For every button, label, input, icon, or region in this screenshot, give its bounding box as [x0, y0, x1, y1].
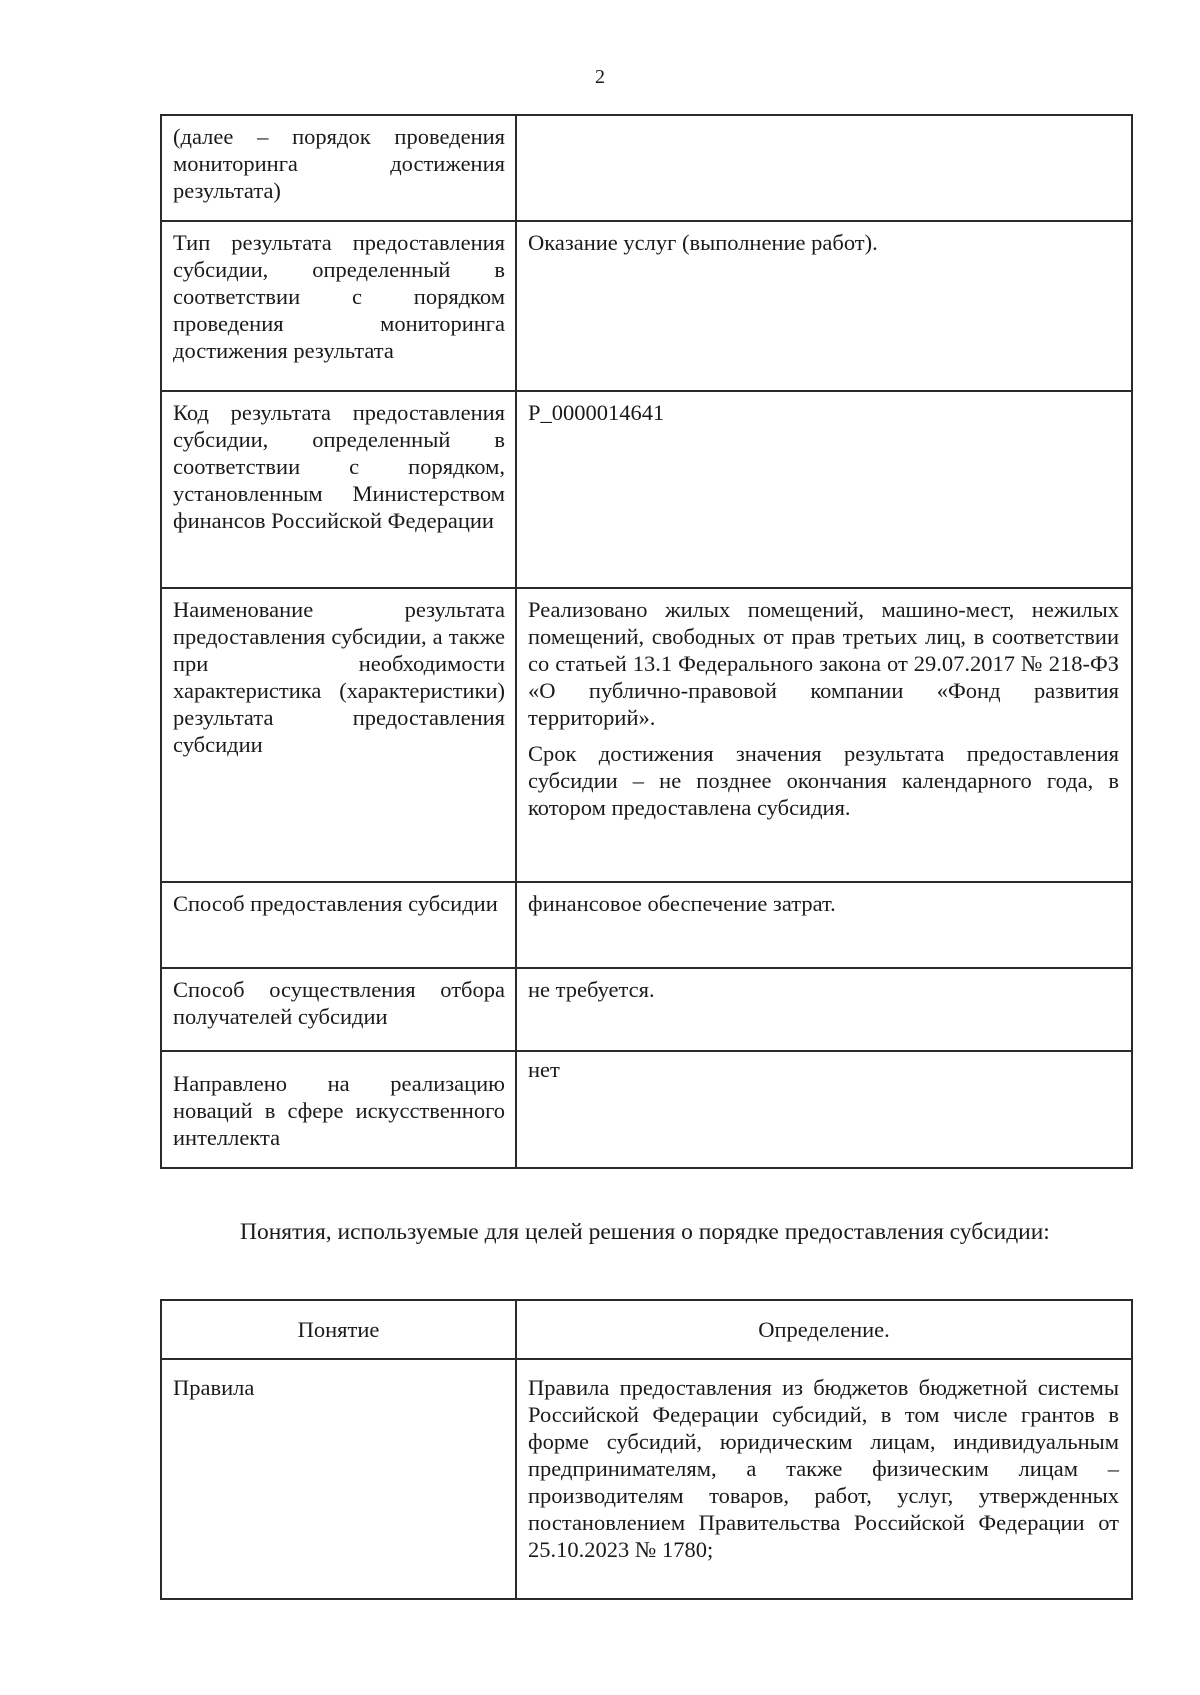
row-value: P_0000014641	[516, 391, 1132, 588]
row-label: Способ предоставления субсидии	[161, 882, 516, 968]
table-header-row	[161, 1300, 1132, 1359]
column-header-definition: Определение.	[516, 1300, 1132, 1359]
row-label: Направлено на реализацию новаций в сфере искусственного интеллекта	[161, 1051, 516, 1168]
row-label: Код результата предоставления субсидии, определенный в соответствии с порядком, установленным Министерством финансов Российской Федерации	[161, 391, 516, 588]
term-cell: Правила	[161, 1359, 516, 1599]
definition-cell: Правила предоставления из бюджетов бюджетной системы Российской Федерации субсидий, в том числе грантов в форме субсидий, юридическим лицам, индивидуальным предпринимателям, а также физическим лицам – производителям товаров, работ, услуг, утвержденных постановлением Правительства Российской Федерации от 25.10.2023 № 1780;	[516, 1359, 1132, 1599]
definitions-intro: Понятия, используемые для целей решения о порядке предоставления субсидии:	[240, 1219, 1050, 1245]
row-label: Способ осуществления отбора получателей субсидии	[161, 968, 516, 1051]
page-number: 2	[595, 66, 605, 88]
row-label: Тип результата предоставления субсидии, определенный в соответствии с порядком проведения мониторинга достижения результата	[161, 221, 516, 391]
column-header-term: Понятие	[161, 1300, 516, 1359]
deadline-paragraph: Срок достижения значения результата предоставления субсидии – не позднее окончания календарного года, в котором предоставлена субсидия.	[528, 741, 1119, 820]
table-row	[161, 588, 1132, 882]
table-row	[161, 221, 1132, 391]
row-label: (далее – порядок проведения мониторинга достижения результата)	[161, 115, 516, 221]
row-value: Оказание услуг (выполнение работ).	[516, 221, 1132, 391]
row-value	[516, 588, 1132, 882]
table-row	[161, 115, 1132, 221]
row-value: не требуется.	[516, 968, 1132, 1051]
table-row	[161, 968, 1132, 1051]
row-value: финансовое обеспечение затрат.	[516, 882, 1132, 968]
table-row	[161, 882, 1132, 968]
definitions-table	[160, 1299, 1133, 1600]
row-value	[516, 115, 1132, 221]
row-label: Наименование результата предоставления субсидии, а также при необходимости характеристика (характеристики) результата предоставления субсидии	[161, 588, 516, 882]
subsidy-parameters-table	[160, 114, 1133, 1169]
row-value: нет	[516, 1051, 1132, 1168]
table-row	[161, 391, 1132, 588]
table-row	[161, 1359, 1132, 1599]
table-row	[161, 1051, 1132, 1168]
result-name-paragraph: Реализовано жилых помещений, машино-мест, нежилых помещений, свободных от прав третьих лиц, в соответствии со статьей 13.1 Федерального закона от 29.07.2017 № 218-ФЗ «О публично-правовой компании «Фонд развития территорий».	[528, 597, 1119, 730]
